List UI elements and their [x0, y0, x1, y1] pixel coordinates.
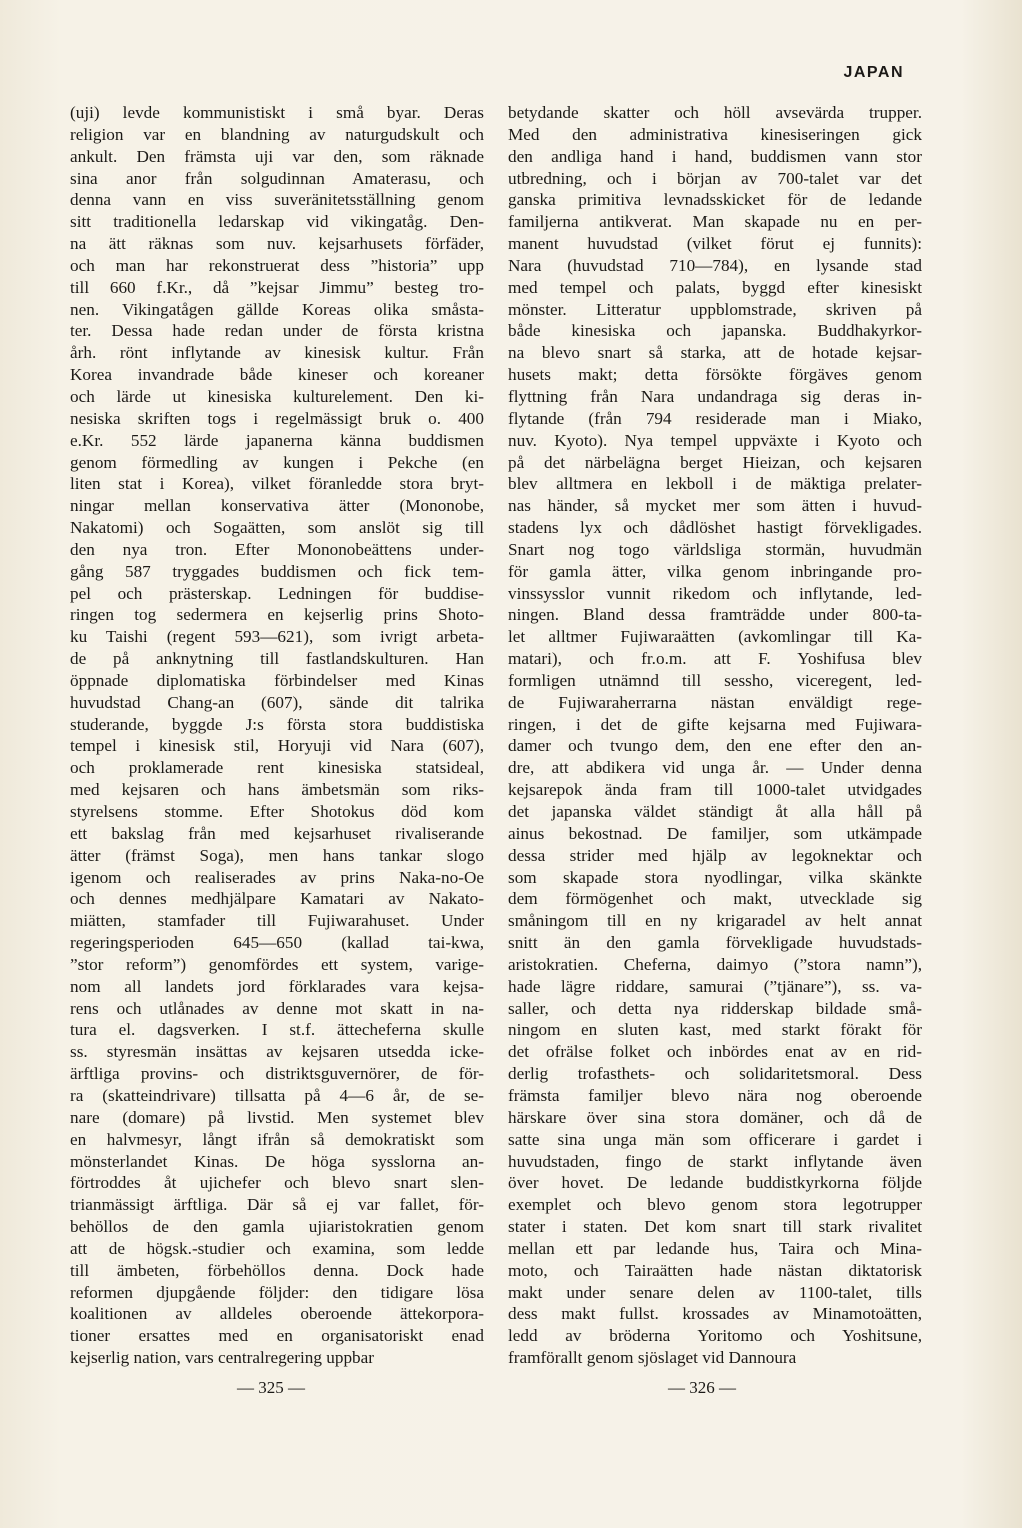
text-line: hade lägre riddare, samurai (”tjänare”), ss. va- [508, 976, 922, 996]
text-line: satte sina unga män som officerare i gardet i [508, 1129, 922, 1149]
text-line: över hovet. De ledande buddistkyrkorna följde [508, 1173, 922, 1193]
text-line: det ofrälse folket och inbördes enat av en rid- [508, 1042, 922, 1062]
text-line: Nara (huvudstad 710—784), en lysande stad [508, 255, 922, 275]
text-line: ett bakslag från med kejsarhuset rivaliserande [70, 823, 484, 843]
text-line: dess makt fullst. krossades av Minamotoätten, [508, 1304, 922, 1324]
text-line: kejsarepok ända fram till 1000-talet utvidgades [508, 780, 922, 800]
text-line: religion var en blandning av naturgudskult och [70, 124, 484, 144]
text-line: ganska primitiva levnadsskicket för de ledande [508, 190, 922, 210]
left-page-number: — 325 — [237, 1378, 305, 1397]
text-line: med kejsaren och hans ämbetsmän som riks- [70, 780, 484, 800]
text-line: både kinesiska och japanska. Buddhakyrkor- [508, 321, 922, 341]
text-line: tempel i kinesisk stil, Horyuji vid Nara (607), [70, 736, 484, 756]
text-line: matari), och fr.o.m. att F. Yoshifusa blev [508, 649, 922, 669]
text-line: pel och prästerskap. Ledningen för buddise- [70, 583, 484, 603]
text-line: ningar mellan konservativa ätter (Mononobe, [70, 496, 484, 516]
text-line: ainus bekostnad. De familjer, som utkämpade [508, 823, 922, 843]
text-line: saller, och detta nya ridderskap bildade små- [508, 998, 922, 1018]
text-line: att de högsk.-studier och examina, som ledde [70, 1238, 484, 1258]
text-line: ningen. Bland dessa framträdde under 800-ta- [508, 605, 922, 625]
text-line: de på anknytning till fastlandskulturen. Han [70, 649, 484, 669]
text-line: årh. rönt inflytande av kinesisk kultur. Från [70, 343, 484, 363]
right-text-column [508, 102, 922, 1369]
text-line: igenom och realiserades av prins Naka-no-Oe [70, 867, 484, 887]
right-page-number: — 326 — [668, 1378, 736, 1397]
text-line: (uji) levde kommunistiskt i små byar. Deras [70, 103, 484, 122]
text-line: framförallt genom sjöslaget vid Dannoura [508, 1348, 797, 1368]
text-line: let alltmer Fujiwaraätten (avkomlingar till Ka- [508, 627, 922, 647]
text-line: den nya tron. Efter Mononobeättens under- [70, 539, 484, 559]
text-line: ”stor reform”) genomfördes ett system, varige- [70, 954, 484, 974]
text-line: e.Kr. 552 lärde japanerna känna buddismen [70, 430, 484, 450]
text-line: härskare över sina stora domäner, och då de [508, 1107, 922, 1127]
text-line: ankult. Den främsta uji var den, som räknade [70, 146, 484, 166]
text-line: dem förmögenhet och makt, utvecklade sig [508, 889, 922, 909]
text-line: tioner ersattes med en organisatoriskt enad [70, 1326, 484, 1346]
text-line: nen. Vikingatågen gällde Koreas olika småsta- [70, 299, 484, 319]
text-line: moto, och Tairaätten hade nästan diktatorisk [508, 1260, 922, 1280]
text-line: Med den administrativa kinesiseringen gick [508, 124, 922, 144]
text-line: huvudstad Chang-an (607), sände dit talrika [70, 692, 484, 712]
text-line: husets makt; detta försökte förgäves genom [508, 365, 922, 385]
text-line: ringen, i det de gifte kejsarna med Fujiwara- [508, 714, 922, 734]
text-line: nom all landets jord förklarades vara kejsa- [70, 976, 484, 996]
text-line: nare (domare) på livstid. Men systemet blev [70, 1107, 484, 1127]
text-line: trianmässigt ärftliga. Där så ej var fallet, för- [70, 1195, 484, 1215]
text-line: nuv. Kyoto). Nya tempel uppväxte i Kyoto och [508, 430, 922, 450]
text-line: sitt traditionella ledarskap vid vikingatåg. Den- [70, 212, 484, 232]
text-line: och lärde ut kinesiska kulturelement. Den ki- [70, 386, 484, 406]
text-line: ra (skatteindrivare) tillsatta på 4—6 år, de se- [70, 1085, 484, 1105]
text-line: damer och tvungo dem, den ene efter den an- [508, 736, 922, 756]
text-line: reformen djupgående följder: den tidigare lösa [70, 1282, 484, 1302]
text-line: ter. Dessa hade redan under de första kristna [70, 321, 484, 341]
text-line: Nakatomi) och Sogaätten, som anslöt sig till [70, 518, 484, 538]
text-line: regeringsperioden 645—650 (kallad tai-kwa, [70, 933, 484, 953]
text-line: till 660 f.Kr., då ”kejsar Jimmu” besteg tro- [70, 277, 484, 297]
text-line: rens och utlånades av denne mot skatt in na- [70, 998, 484, 1018]
text-line: de Fujiwaraherrarna nästan enväldigt rege- [508, 692, 922, 712]
text-line: tura el. dagsverken. I st.f. ättecheferna skulle [70, 1020, 484, 1040]
text-line: makt under senare delen av 1100-talet, tills [508, 1282, 922, 1302]
text-line: ku Taishi (regent 593—621), som ivrigt arbeta- [70, 627, 484, 647]
text-line: förtroddes åt ujichefer och blevo snart slen- [70, 1173, 484, 1193]
text-line: den andliga hand i hand, buddismen vann stor [508, 146, 922, 166]
text-line: genom förmedling av kungen i Pekche (en [70, 452, 484, 472]
text-line: och proklamerade rent kinesiska statsideal, [70, 758, 484, 778]
text-line: en halvmesyr, långt ifrån så demokratiskt som [70, 1129, 484, 1149]
text-line: miätten, stamfader till Fujiwarahuset. Under [70, 911, 484, 931]
text-line: Snart nog togo världsliga stormän, huvudmän [508, 539, 922, 559]
text-line: på det närbelägna berget Hieizan, och kejsaren [508, 452, 922, 472]
text-line: stater i staten. Det kom snart till stark rivalitet [508, 1217, 922, 1237]
text-line: ärftliga provins- och distriktsguvernörer, de för- [70, 1064, 484, 1084]
text-line: behöllos de den gamla ujiaristokratien genom [70, 1217, 484, 1237]
text-line: aristokratien. Cheferna, daimyo (”stora namn”), [508, 954, 922, 974]
text-line: flyttning från Nara undandraga sig deras in- [508, 386, 922, 406]
text-line: nas händer, så mycket mer som ätten i huvud- [508, 496, 922, 516]
text-line: ningom en sluten kast, med starkt förakt för [508, 1020, 922, 1040]
text-line: vinssysslor vunnit rikedom och inflytande, led- [508, 583, 922, 603]
text-line: det japanska väldet ständigt åt alla håll på [508, 802, 922, 821]
text-line: ledd av bröderna Yoritomo och Yoshitsune, [508, 1326, 922, 1346]
text-line: exemplet och blevo genom stora legotrupper [508, 1195, 922, 1215]
text-line: liten stat i Korea), vilket föranledde stora bryt- [70, 474, 484, 494]
text-line: denna vann en viss suveränitetsställning genom [70, 190, 484, 210]
text-line: mönsterlandet Kinas. De höga sysslorna an- [70, 1151, 484, 1171]
text-line: för gamla ätter, vilka genom inbringande pro- [508, 561, 922, 581]
text-line: betydande skatter och höll avsevärda trupper. [508, 103, 922, 122]
text-line: styrelsens stomme. Efter Shotokus död kom [70, 802, 484, 821]
text-line: öppnade diplomatiska förbindelser med Kinas [70, 670, 484, 690]
text-line: ätter (främst Soga), men hans tankar slogo [70, 845, 484, 865]
left-text-column [70, 102, 484, 1369]
text-line: och dennes medhjälpare Kamatari av Nakato- [70, 889, 484, 909]
text-line: blev alltmera en lekboll i de mäktiga prelater- [508, 474, 922, 494]
text-line: stadens lyx och dådlöshet hastigt förvekligades. [508, 518, 922, 538]
text-line: formligen utnämnd till sessho, viceregent, led- [508, 670, 922, 690]
text-line: mönster. Litteratur uppblomstrade, skriven på [508, 299, 922, 319]
text-line: snitt än den gamla förvekligade huvudstads- [508, 933, 922, 953]
text-line: mellan ett par ledande hus, Taira och Mina- [508, 1238, 922, 1258]
text-line: ss. styresmän insättas av kejsaren utsedda icke- [70, 1042, 484, 1062]
text-line: främsta familjer blevo nära nog oberoende [508, 1085, 922, 1105]
text-line: och man har rekonstruerat dess ”historia” upp [70, 255, 484, 275]
text-line: dessa strider med hjälp av legoknektar och [508, 845, 922, 865]
running-title: JAPAN [843, 64, 904, 81]
text-line: till ämbeten, förbehöllos denna. Dock hade [70, 1260, 484, 1280]
text-line: na ätt räknas som nuv. kejsarhusets förfäder, [70, 234, 484, 254]
text-line: kejserlig nation, vars centralregering uppbar [70, 1348, 375, 1368]
text-line: koalitionen av alldeles oberoende ättekorpora- [70, 1304, 484, 1324]
text-line: na blevo snart så starka, att de hotade kejsar- [508, 343, 922, 363]
text-line: småningom till en ny krigaradel av helt annat [508, 911, 922, 931]
text-line: studerande, byggde J:s första stora buddistiska [70, 714, 484, 734]
text-line: med tempel och palats, byggd efter kinesiskt [508, 277, 922, 297]
text-line: dre, att abdikera vid unga år. — Under denna [508, 758, 922, 778]
text-line: ringen tog sedermera en kejserlig prins Shoto- [70, 605, 484, 625]
text-line: derlig trofasthets- och solidaritetsmoral. Dess [508, 1064, 922, 1084]
text-line: Korea invandrade både kineser och koreaner [70, 365, 484, 385]
text-line: utbredning, och i början av 700-talet var det [508, 168, 922, 188]
text-line: som skapade stora nyodlingar, vilka skänkte [508, 867, 922, 887]
text-line: huvudstaden, fingo de starkt inflytande även [508, 1151, 922, 1171]
text-line: sina anor från solgudinnan Amaterasu, och [70, 168, 484, 188]
text-line: familjerna antikverat. Man skapade nu en per- [508, 212, 922, 232]
text-line: gång 587 tryggades buddismen och fick tem- [70, 561, 484, 581]
text-line: manent huvudstad (vilket förut ej funnits): [508, 234, 922, 254]
text-line: flytande (från 794 residerade man i Miako, [508, 408, 922, 428]
text-line: nesiska skriften togs i regelmässigt bruk o. 400 [70, 408, 484, 428]
